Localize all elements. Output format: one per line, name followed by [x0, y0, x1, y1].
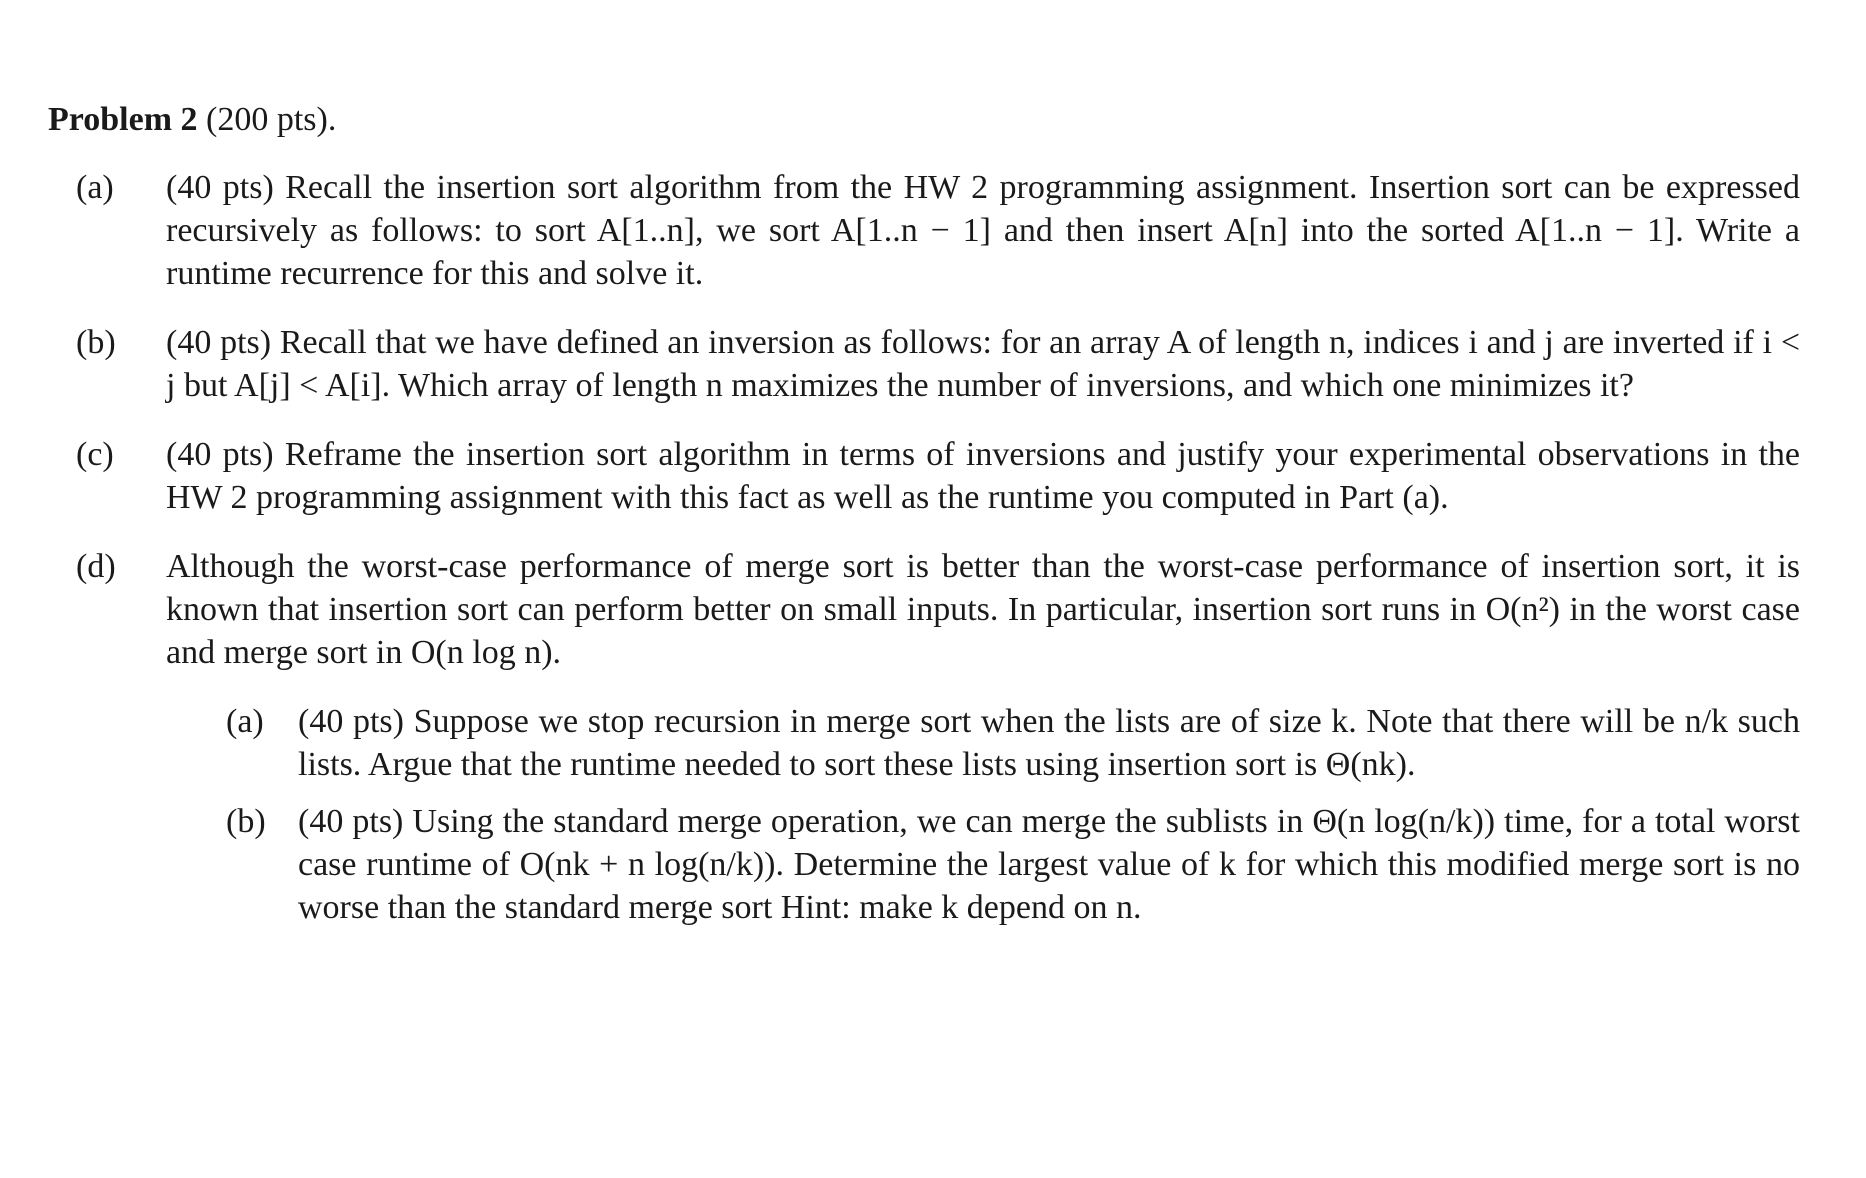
part-d-subpart-b — [226, 800, 1800, 929]
part-d — [76, 545, 1800, 674]
part-d-subpart-b-label: (b) — [226, 803, 266, 840]
problem-title — [48, 98, 1800, 142]
part-d-subpart-a-text: (40 pts) Suppose we stop recursion in merge sort when the lists are of size k. Note that there will be n/k such lists. Argue that the runtime needed to sort these lists using insertion sort is Θ(nk). — [298, 703, 1800, 783]
part-d-subpart-a — [226, 700, 1800, 786]
part-b-text: (40 pts) Recall that we have defined an inversion as follows: for an array A of length n, indices i and j are inverted if i < j but A[j] < A[i]. Which array of length n maximizes the number of inversions, and which one minimizes it? — [166, 324, 1800, 404]
part-a-text: (40 pts) Recall the insertion sort algorithm from the HW 2 programming assignment. Insertion sort can be expressed recursively as follows: to sort A[1..n], we sort A[1..n − 1] and then insert A[n] into the sorted A[1..n − 1]. Write a runtime recurrence for this and solve it. — [166, 169, 1800, 292]
part-d-label: (d) — [76, 548, 116, 585]
part-d-subpart-b-text: (40 pts) Using the standard merge operation, we can merge the sublists in Θ(n log(n/k)) time, for a total worst case runtime of O(nk + n log(n/k)). Determine the largest value of k for which this modified merge sort is no worse than the standard merge sort Hint: make k depend on n. — [298, 803, 1800, 926]
part-d-text: Although the worst-case performance of merge sort is better than the worst-case performance of insertion sort, it is known that insertion sort can perform better on small inputs. In particular, insertion sort runs in O(n²) in the worst case and merge sort in O(n log n). — [166, 548, 1800, 671]
part-c-text: (40 pts) Reframe the insertion sort algorithm in terms of inversions and justify your experimental observations in the HW 2 programming assignment with this fact as well as the runtime you computed in Part (a). — [166, 436, 1800, 516]
part-d-subpart-a-label: (a) — [226, 703, 264, 740]
part-b-label: (b) — [76, 324, 116, 361]
part-c-label: (c) — [76, 436, 114, 473]
part-a — [76, 166, 1800, 295]
problem-title-number: Problem 2 — [48, 101, 198, 138]
problem-document — [48, 98, 1800, 943]
part-c — [76, 433, 1800, 519]
part-d-subparts — [48, 700, 1800, 929]
problem-title-points: (200 pts). — [197, 101, 337, 138]
part-a-label: (a) — [76, 169, 114, 206]
part-b — [76, 321, 1800, 407]
